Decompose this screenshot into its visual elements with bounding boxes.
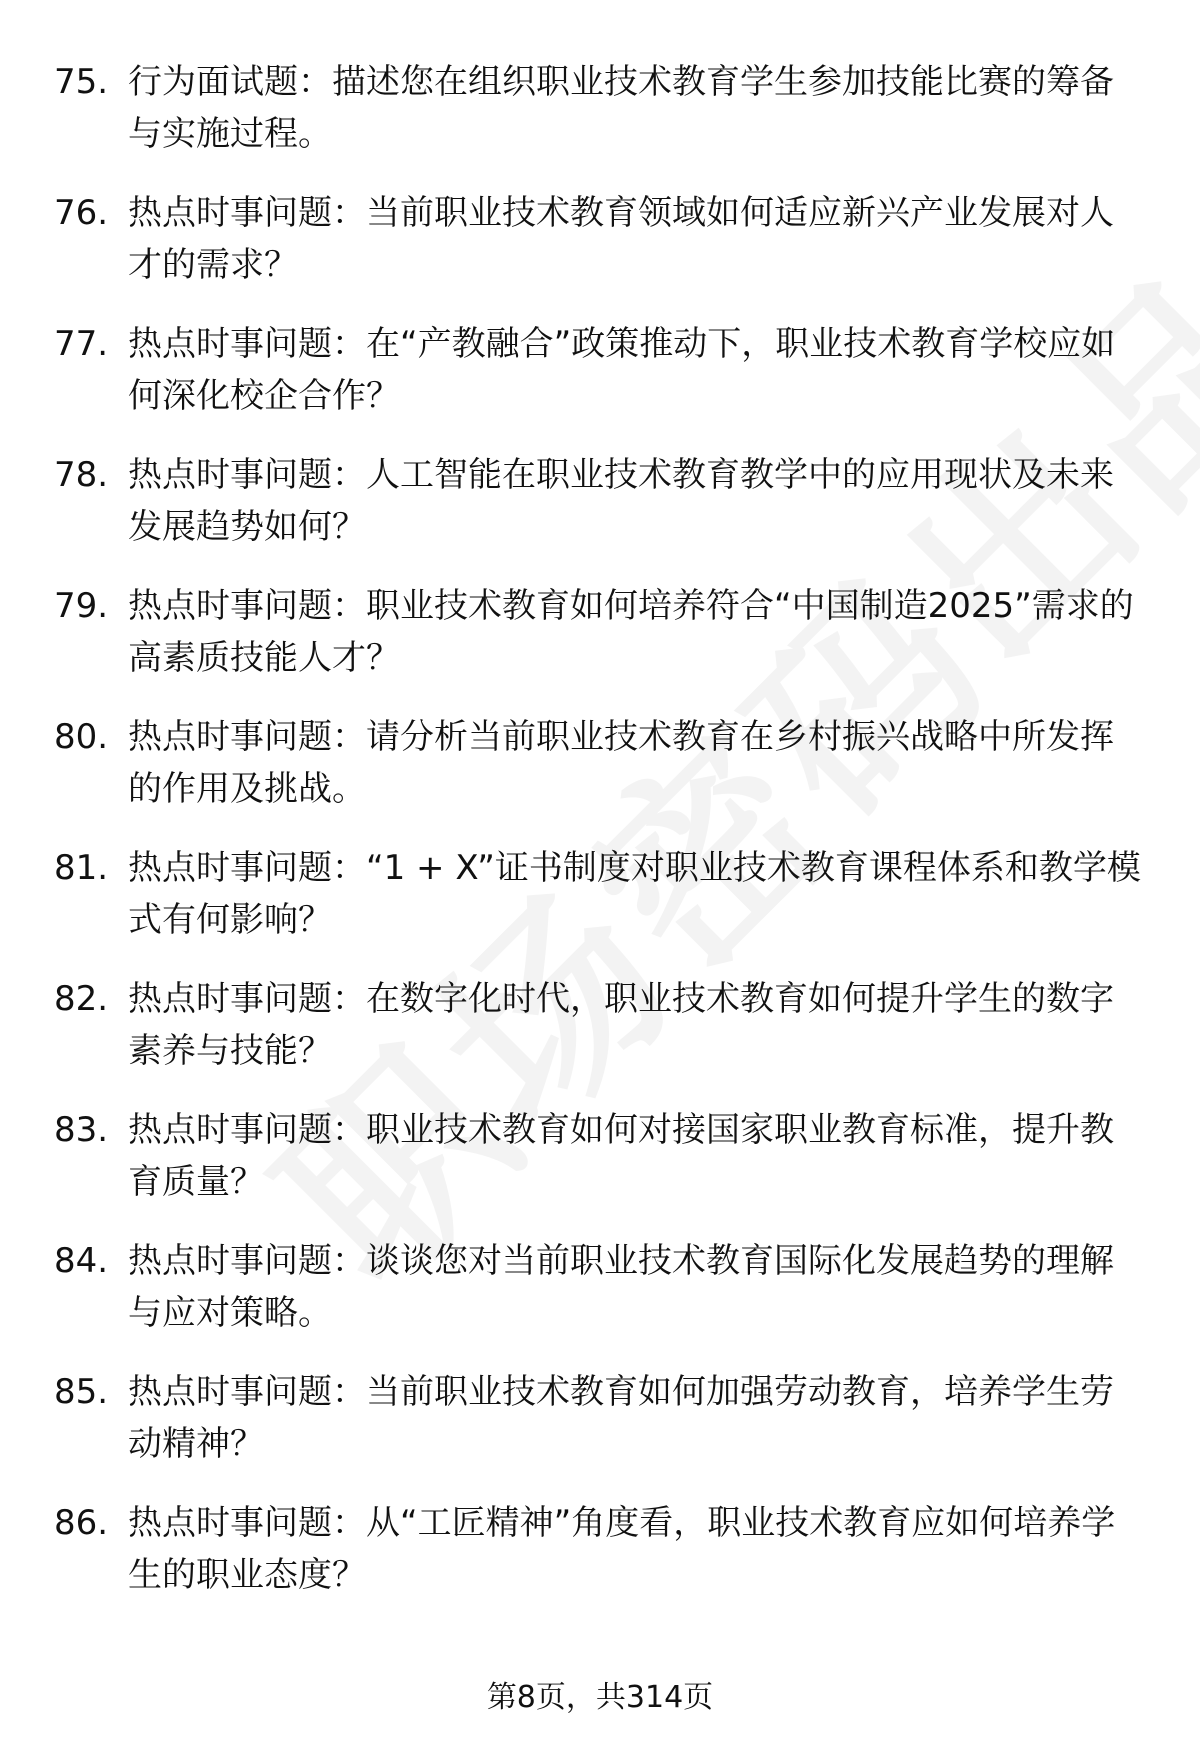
question-number: 85. bbox=[54, 1372, 109, 1412]
question-text: 热点时事问题：职业技术教育如何对接国家职业教育标准，提升教育质量？ bbox=[128, 1110, 1114, 1202]
question-number: 77. bbox=[54, 324, 109, 364]
question-text: 热点时事问题：职业技术教育如何培养符合“中国制造2025”需求的高素质技能人才？ bbox=[128, 586, 1134, 678]
question-item bbox=[54, 580, 1164, 711]
question-item bbox=[54, 1497, 1164, 1628]
question-number: 76. bbox=[54, 193, 109, 233]
question-item bbox=[54, 56, 1164, 187]
question-item bbox=[54, 318, 1164, 449]
question-number: 75. bbox=[54, 62, 109, 102]
question-number: 84. bbox=[54, 1241, 109, 1281]
question-text: 热点时事问题：从“工匠精神”角度看，职业技术教育应如何培养学生的职业态度？ bbox=[128, 1503, 1116, 1595]
question-item bbox=[54, 711, 1164, 842]
question-text: 热点时事问题：当前职业技术教育领域如何适应新兴产业发展对人才的需求？ bbox=[128, 193, 1114, 285]
question-item bbox=[54, 1104, 1164, 1235]
question-text: 行为面试题：描述您在组织职业技术教育学生参加技能比赛的筹备与实施过程。 bbox=[128, 62, 1114, 154]
question-text: 热点时事问题：请分析当前职业技术教育在乡村振兴战略中所发挥的作用及挑战。 bbox=[128, 717, 1114, 809]
question-number: 79. bbox=[54, 586, 109, 626]
question-text: 热点时事问题：在“产教融合”政策推动下，职业技术教育学校应如何深化校企合作？ bbox=[128, 324, 1116, 416]
question-item bbox=[54, 842, 1164, 973]
question-text: 热点时事问题：“1 + X”证书制度对职业技术教育课程体系和教学模式有何影响？ bbox=[128, 848, 1141, 940]
question-text: 热点时事问题：谈谈您对当前职业技术教育国际化发展趋势的理解与应对策略。 bbox=[128, 1241, 1114, 1333]
question-text: 热点时事问题：人工智能在职业技术教育教学中的应用现状及未来发展趋势如何？ bbox=[128, 455, 1114, 547]
question-item bbox=[54, 973, 1164, 1104]
page-number: 第8页，共314页 bbox=[486, 1680, 714, 1715]
question-number: 78. bbox=[54, 455, 109, 495]
question-item bbox=[54, 449, 1164, 580]
question-item bbox=[54, 1235, 1164, 1366]
question-item bbox=[54, 187, 1164, 318]
question-list bbox=[54, 56, 1164, 1628]
question-text: 热点时事问题：在数字化时代，职业技术教育如何提升学生的数字素养与技能？ bbox=[128, 979, 1114, 1071]
question-text: 热点时事问题：当前职业技术教育如何加强劳动教育，培养学生劳动精神？ bbox=[128, 1372, 1114, 1464]
question-number: 83. bbox=[54, 1110, 109, 1150]
question-number: 82. bbox=[54, 979, 109, 1019]
question-number: 86. bbox=[54, 1503, 109, 1543]
question-number: 80. bbox=[54, 717, 109, 757]
question-number: 81. bbox=[54, 848, 109, 888]
question-item bbox=[54, 1366, 1164, 1497]
